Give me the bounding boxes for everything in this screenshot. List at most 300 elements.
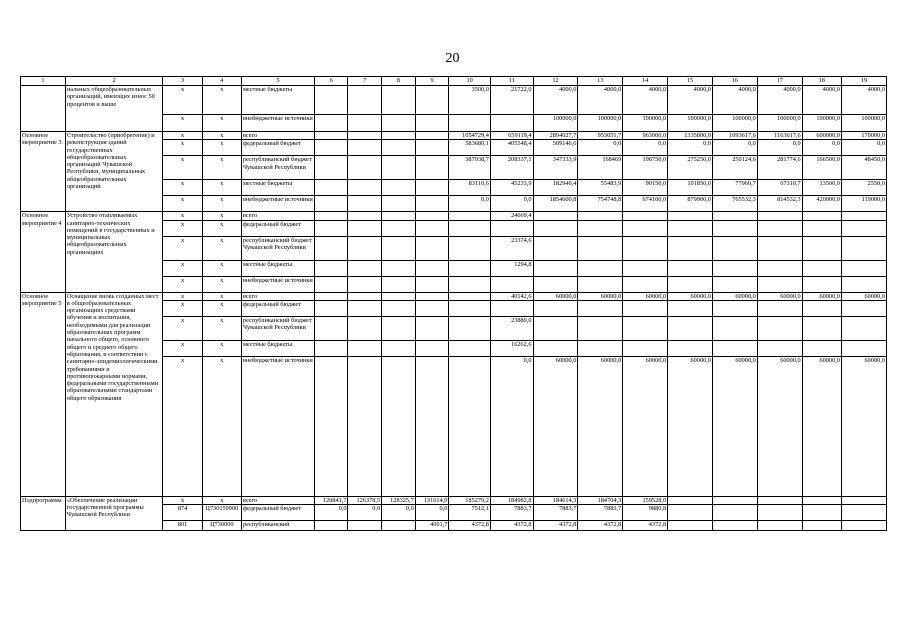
amount-cell bbox=[712, 505, 757, 521]
amount-cell bbox=[802, 340, 841, 356]
event-description-cell: Оснащение вновь созданных мест в общеобразовательных организациях средствами обучения и воспитания, необходимыми для реализации образовательных программ начального общего, основного общего и среднего общего образования, в соответствии с санитарно-эпидемиологическими требованиями и противопожарными нормами, федеральными государственными образовательными стандартами общего образования bbox=[65, 292, 163, 496]
amount-cell bbox=[623, 260, 668, 276]
amount-cell bbox=[841, 236, 886, 260]
amount-cell bbox=[623, 300, 668, 316]
code-cell: x bbox=[202, 496, 241, 504]
amount-cell: 60000,0 bbox=[578, 292, 623, 300]
column-number-header: 18 bbox=[802, 77, 841, 86]
amount-cell bbox=[712, 521, 757, 531]
amount-cell: 60000,0 bbox=[712, 356, 757, 496]
amount-cell: 9880,8 bbox=[623, 505, 668, 521]
amount-cell bbox=[382, 156, 416, 180]
amount-cell bbox=[802, 212, 841, 220]
amount-cell: 4000,0 bbox=[841, 86, 886, 115]
amount-cell bbox=[757, 236, 802, 260]
amount-cell: 1854600,8 bbox=[533, 196, 578, 212]
column-number-header: 15 bbox=[668, 77, 713, 86]
amount-cell: 60000,0 bbox=[841, 356, 886, 496]
amount-cell: 420000,0 bbox=[802, 196, 841, 212]
amount-cell: 4000,0 bbox=[623, 86, 668, 115]
amount-cell bbox=[757, 496, 802, 504]
amount-cell: 4000,0 bbox=[533, 86, 578, 115]
amount-cell bbox=[668, 496, 713, 504]
amount-cell bbox=[757, 212, 802, 220]
funding-source-cell: республиканский bbox=[241, 521, 314, 531]
amount-cell bbox=[802, 236, 841, 260]
amount-cell bbox=[623, 316, 668, 340]
amount-cell: 1335800,0 bbox=[668, 132, 713, 140]
amount-cell: 119000,0 bbox=[841, 196, 886, 212]
code-cell: x bbox=[202, 180, 241, 196]
amount-cell bbox=[348, 316, 382, 340]
amount-cell bbox=[712, 276, 757, 292]
amount-cell bbox=[348, 180, 382, 196]
column-number-header: 19 bbox=[841, 77, 886, 86]
amount-cell: 101850,0 bbox=[668, 180, 713, 196]
amount-cell bbox=[841, 212, 886, 220]
funding-source-cell: федеральный бюджет bbox=[241, 505, 314, 521]
amount-cell: 659119,4 bbox=[490, 132, 533, 140]
amount-cell bbox=[757, 340, 802, 356]
amount-cell: 166500,0 bbox=[802, 156, 841, 180]
code-cell: x bbox=[163, 496, 202, 504]
code-cell: x bbox=[202, 132, 241, 140]
amount-cell: 275250,0 bbox=[668, 156, 713, 180]
amount-cell bbox=[578, 212, 623, 220]
column-number-header: 8 bbox=[382, 77, 416, 86]
amount-cell bbox=[415, 196, 449, 212]
amount-cell bbox=[415, 220, 449, 236]
amount-cell: 0,0 bbox=[415, 505, 449, 521]
code-cell: x bbox=[163, 156, 202, 180]
amount-cell: 60000,0 bbox=[668, 356, 713, 496]
amount-cell bbox=[348, 292, 382, 300]
amount-cell: 100000,0 bbox=[802, 115, 841, 132]
code-cell: x bbox=[202, 140, 241, 156]
column-number-header: 6 bbox=[314, 77, 348, 86]
amount-cell bbox=[314, 196, 348, 212]
amount-cell bbox=[802, 316, 841, 340]
amount-cell: 16262,6 bbox=[490, 340, 533, 356]
amount-cell: 347333,9 bbox=[533, 156, 578, 180]
amount-cell bbox=[490, 276, 533, 292]
amount-cell bbox=[415, 86, 449, 115]
amount-cell: 0,0 bbox=[449, 196, 491, 212]
amount-cell: 0,0 bbox=[841, 140, 886, 156]
code-cell: x bbox=[163, 196, 202, 212]
amount-cell: 1294,8 bbox=[490, 260, 533, 276]
amount-cell bbox=[314, 300, 348, 316]
funding-source-cell: местные бюджеты bbox=[241, 180, 314, 196]
amount-cell bbox=[668, 505, 713, 521]
amount-cell: 7883,7 bbox=[578, 505, 623, 521]
amount-cell bbox=[802, 496, 841, 504]
table-row bbox=[21, 292, 887, 300]
amount-cell bbox=[802, 505, 841, 521]
amount-cell bbox=[415, 212, 449, 220]
code-cell: x bbox=[202, 115, 241, 132]
code-cell: Ц730159900 bbox=[202, 505, 241, 521]
code-cell: Ц730000 bbox=[202, 521, 241, 531]
amount-cell: 0,0 bbox=[623, 140, 668, 156]
amount-cell bbox=[668, 521, 713, 531]
amount-cell: 3500,0 bbox=[449, 86, 491, 115]
amount-cell bbox=[712, 300, 757, 316]
column-number-header: 14 bbox=[623, 77, 668, 86]
amount-cell bbox=[668, 260, 713, 276]
amount-cell bbox=[757, 220, 802, 236]
funding-source-cell: всего bbox=[241, 496, 314, 504]
amount-cell bbox=[382, 292, 416, 300]
amount-cell: 24669,4 bbox=[490, 212, 533, 220]
amount-cell bbox=[802, 260, 841, 276]
funding-source-cell: федеральный бюджет bbox=[241, 300, 314, 316]
amount-cell bbox=[578, 340, 623, 356]
code-cell: x bbox=[202, 292, 241, 300]
amount-cell: 90150,0 bbox=[623, 180, 668, 196]
amount-cell: 583680,1 bbox=[449, 140, 491, 156]
amount-cell bbox=[382, 236, 416, 260]
amount-cell bbox=[578, 316, 623, 340]
amount-cell: 168469 bbox=[578, 156, 623, 180]
amount-cell bbox=[348, 140, 382, 156]
amount-cell: 45233,9 bbox=[490, 180, 533, 196]
amount-cell bbox=[712, 496, 757, 504]
amount-cell: 7883,7 bbox=[490, 505, 533, 521]
amount-cell bbox=[348, 260, 382, 276]
amount-cell bbox=[449, 356, 491, 496]
amount-cell bbox=[348, 156, 382, 180]
amount-cell bbox=[712, 212, 757, 220]
amount-cell bbox=[348, 212, 382, 220]
funding-source-cell: местные бюджеты bbox=[241, 86, 314, 115]
amount-cell bbox=[382, 220, 416, 236]
amount-cell: 674100,0 bbox=[623, 196, 668, 212]
funding-source-cell: федеральный бюджет bbox=[241, 140, 314, 156]
amount-cell bbox=[490, 300, 533, 316]
amount-cell: 4000,0 bbox=[578, 86, 623, 115]
amount-cell: 1054729,4 bbox=[449, 132, 491, 140]
amount-cell bbox=[449, 292, 491, 300]
amount-cell bbox=[802, 521, 841, 531]
amount-cell bbox=[415, 115, 449, 132]
code-cell: x bbox=[163, 300, 202, 316]
amount-cell: 13500,0 bbox=[802, 180, 841, 196]
amount-cell: 765532,3 bbox=[712, 196, 757, 212]
amount-cell: 0,0 bbox=[382, 505, 416, 521]
amount-cell: 879900,0 bbox=[668, 196, 713, 212]
amount-cell bbox=[415, 300, 449, 316]
amount-cell bbox=[348, 115, 382, 132]
amount-cell: 40142,6 bbox=[490, 292, 533, 300]
column-number-header: 1 bbox=[21, 77, 66, 86]
amount-cell bbox=[382, 260, 416, 276]
amount-cell bbox=[841, 505, 886, 521]
budget-table bbox=[20, 76, 887, 531]
code-cell: x bbox=[163, 276, 202, 292]
amount-cell: 60000,0 bbox=[802, 292, 841, 300]
amount-cell bbox=[415, 180, 449, 196]
code-cell: x bbox=[163, 260, 202, 276]
amount-cell bbox=[757, 300, 802, 316]
amount-cell: 21722,0 bbox=[490, 86, 533, 115]
funding-source-cell: федеральный бюджет bbox=[241, 220, 314, 236]
table-row bbox=[21, 86, 887, 115]
amount-cell: 48450,0 bbox=[841, 156, 886, 180]
amount-cell bbox=[415, 140, 449, 156]
amount-cell bbox=[668, 220, 713, 236]
code-cell: x bbox=[202, 260, 241, 276]
amount-cell bbox=[348, 300, 382, 316]
amount-cell bbox=[841, 260, 886, 276]
header-row bbox=[21, 77, 887, 86]
amount-cell bbox=[314, 521, 348, 531]
event-label-cell: Основное мероприятие 4 bbox=[21, 212, 66, 292]
amount-cell bbox=[415, 156, 449, 180]
code-cell: x bbox=[163, 132, 202, 140]
amount-cell: 83110,6 bbox=[449, 180, 491, 196]
code-cell: x bbox=[163, 115, 202, 132]
amount-cell: 159528,0 bbox=[623, 496, 668, 504]
code-cell: x bbox=[202, 276, 241, 292]
amount-cell bbox=[314, 316, 348, 340]
code-cell: x bbox=[202, 220, 241, 236]
funding-source-cell: внебюджетные источники bbox=[241, 196, 314, 212]
amount-cell: 100000,0 bbox=[841, 115, 886, 132]
amount-cell: 184704,3 bbox=[578, 496, 623, 504]
column-number-header: 10 bbox=[449, 77, 491, 86]
amount-cell bbox=[382, 300, 416, 316]
amount-cell bbox=[578, 300, 623, 316]
amount-cell bbox=[314, 340, 348, 356]
amount-cell: 60000,0 bbox=[757, 356, 802, 496]
amount-cell bbox=[757, 505, 802, 521]
column-number-header: 16 bbox=[712, 77, 757, 86]
amount-cell: 0,0 bbox=[490, 356, 533, 496]
amount-cell bbox=[841, 300, 886, 316]
column-number-header: 9 bbox=[415, 77, 449, 86]
amount-cell: 77960,7 bbox=[712, 180, 757, 196]
funding-source-cell: республиканский бюджет Чувашской Республики bbox=[241, 156, 314, 180]
amount-cell bbox=[415, 356, 449, 496]
amount-cell bbox=[382, 180, 416, 196]
event-label-cell: Основное мероприятие 3 bbox=[21, 132, 66, 212]
amount-cell bbox=[348, 220, 382, 236]
code-cell: x bbox=[202, 340, 241, 356]
funding-source-cell: всего bbox=[241, 212, 314, 220]
amount-cell: 60000,0 bbox=[668, 292, 713, 300]
amount-cell bbox=[382, 140, 416, 156]
amount-cell bbox=[578, 220, 623, 236]
amount-cell bbox=[841, 521, 886, 531]
amount-cell: 60000,0 bbox=[802, 356, 841, 496]
amount-cell: 0,0 bbox=[490, 196, 533, 212]
amount-cell bbox=[841, 340, 886, 356]
amount-cell bbox=[382, 316, 416, 340]
amount-cell: 60000,0 bbox=[578, 356, 623, 496]
code-cell: x bbox=[202, 316, 241, 340]
amount-cell: 814532,3 bbox=[757, 196, 802, 212]
amount-cell bbox=[382, 86, 416, 115]
amount-cell bbox=[802, 276, 841, 292]
amount-cell: 208337,1 bbox=[490, 156, 533, 180]
amount-cell bbox=[802, 220, 841, 236]
code-cell: x bbox=[163, 212, 202, 220]
amount-cell bbox=[348, 340, 382, 356]
amount-cell: 4001,7 bbox=[415, 521, 449, 531]
amount-cell: 4000,0 bbox=[668, 86, 713, 115]
amount-cell bbox=[668, 300, 713, 316]
amount-cell bbox=[712, 340, 757, 356]
amount-cell: 509146,6 bbox=[533, 140, 578, 156]
amount-cell: 4372,8 bbox=[623, 521, 668, 531]
amount-cell: 100000,0 bbox=[668, 115, 713, 132]
code-cell: x bbox=[202, 212, 241, 220]
amount-cell: 100000,0 bbox=[578, 115, 623, 132]
code-cell: x bbox=[163, 236, 202, 260]
amount-cell: 182946,4 bbox=[533, 180, 578, 196]
amount-cell bbox=[841, 276, 886, 292]
amount-cell: 185279,2 bbox=[449, 496, 491, 504]
table-row bbox=[21, 496, 887, 504]
column-number-header: 3 bbox=[163, 77, 202, 86]
code-cell: x bbox=[163, 292, 202, 300]
amount-cell bbox=[712, 260, 757, 276]
amount-cell bbox=[490, 115, 533, 132]
amount-cell: 754748,8 bbox=[578, 196, 623, 212]
funding-source-cell: республиканский бюджет Чувашской Республики bbox=[241, 236, 314, 260]
amount-cell bbox=[382, 356, 416, 496]
column-number-header: 7 bbox=[348, 77, 382, 86]
amount-cell: 4372,8 bbox=[449, 521, 491, 531]
amount-cell: 0,0 bbox=[802, 140, 841, 156]
code-cell: x bbox=[163, 316, 202, 340]
amount-cell: 120841,7 bbox=[314, 496, 348, 504]
amount-cell bbox=[314, 220, 348, 236]
amount-cell bbox=[348, 196, 382, 212]
column-number-header: 4 bbox=[202, 77, 241, 86]
code-cell: x bbox=[202, 156, 241, 180]
amount-cell bbox=[348, 356, 382, 496]
amount-cell bbox=[578, 260, 623, 276]
amount-cell: 128325,7 bbox=[382, 496, 416, 504]
amount-cell: 23880,0 bbox=[490, 316, 533, 340]
column-number-header: 5 bbox=[241, 77, 314, 86]
code-cell: x bbox=[202, 86, 241, 115]
amount-cell bbox=[533, 220, 578, 236]
amount-cell: 2894027,7 bbox=[533, 132, 578, 140]
code-cell: x bbox=[163, 86, 202, 115]
amount-cell bbox=[314, 140, 348, 156]
amount-cell bbox=[382, 276, 416, 292]
code-cell: 874 bbox=[163, 505, 202, 521]
table-row bbox=[21, 132, 887, 140]
amount-cell bbox=[348, 86, 382, 115]
amount-cell bbox=[757, 260, 802, 276]
column-number-header: 2 bbox=[65, 77, 163, 86]
amount-cell bbox=[533, 260, 578, 276]
event-label-cell bbox=[21, 86, 66, 132]
amount-cell bbox=[382, 340, 416, 356]
amount-cell bbox=[490, 220, 533, 236]
amount-cell: 55483,9 bbox=[578, 180, 623, 196]
amount-cell bbox=[314, 236, 348, 260]
amount-cell bbox=[623, 236, 668, 260]
code-cell: x bbox=[163, 356, 202, 496]
amount-cell: 131614,9 bbox=[415, 496, 449, 504]
amount-cell: 4372,8 bbox=[533, 521, 578, 531]
amount-cell: 126378,5 bbox=[348, 496, 382, 504]
amount-cell bbox=[348, 236, 382, 260]
amount-cell bbox=[314, 115, 348, 132]
amount-cell bbox=[314, 356, 348, 496]
amount-cell bbox=[348, 132, 382, 140]
amount-cell bbox=[382, 212, 416, 220]
amount-cell bbox=[449, 212, 491, 220]
code-cell: x bbox=[202, 356, 241, 496]
amount-cell: 4000,0 bbox=[802, 86, 841, 115]
amount-cell bbox=[533, 276, 578, 292]
amount-cell: 60000,0 bbox=[712, 292, 757, 300]
amount-cell bbox=[533, 300, 578, 316]
amount-cell: 184614,3 bbox=[533, 496, 578, 504]
amount-cell bbox=[314, 212, 348, 220]
amount-cell: 281774,6 bbox=[757, 156, 802, 180]
amount-cell: 60000,0 bbox=[757, 292, 802, 300]
amount-cell bbox=[668, 212, 713, 220]
amount-cell bbox=[623, 276, 668, 292]
amount-cell bbox=[382, 196, 416, 212]
amount-cell bbox=[841, 316, 886, 340]
amount-cell bbox=[348, 521, 382, 531]
amount-cell bbox=[449, 260, 491, 276]
amount-cell bbox=[578, 236, 623, 260]
event-description-cell: нальных общеобразовательных организаций, имеющих износ 50 процентов и выше bbox=[65, 86, 163, 132]
column-number-header: 13 bbox=[578, 77, 623, 86]
amount-cell bbox=[533, 236, 578, 260]
funding-source-cell: местные бюджеты bbox=[241, 260, 314, 276]
page-number: 20 bbox=[445, 51, 460, 66]
code-cell: x bbox=[163, 180, 202, 196]
amount-cell bbox=[668, 340, 713, 356]
amount-cell bbox=[712, 236, 757, 260]
table-row bbox=[21, 212, 887, 220]
amount-cell bbox=[449, 276, 491, 292]
amount-cell bbox=[314, 132, 348, 140]
code-cell: x bbox=[202, 236, 241, 260]
event-description-cell: Устройство отапливаемых санитарно-технических помещений в государственных и муниципальных общеобразовательных организациях bbox=[65, 212, 163, 292]
amount-cell bbox=[449, 220, 491, 236]
amount-cell: 600000,0 bbox=[802, 132, 841, 140]
funding-source-cell: внебюджетные источники bbox=[241, 115, 314, 132]
code-cell: x bbox=[163, 140, 202, 156]
amount-cell bbox=[314, 260, 348, 276]
amount-cell: 60000,0 bbox=[841, 292, 886, 300]
event-description-cell: Строительство (приобретение) и реконструкция зданий государственных общеобразовательных организаций Чувашской Республики, муниципальных общеобразовательных организаций bbox=[65, 132, 163, 212]
amount-cell bbox=[415, 292, 449, 300]
amount-cell: 23374,6 bbox=[490, 236, 533, 260]
column-number-header: 17 bbox=[757, 77, 802, 86]
amount-cell: 0,0 bbox=[348, 505, 382, 521]
column-number-header: 12 bbox=[533, 77, 578, 86]
amount-cell: 0,0 bbox=[757, 140, 802, 156]
amount-cell: 60000,0 bbox=[623, 292, 668, 300]
amount-cell: 963000,0 bbox=[623, 132, 668, 140]
funding-source-cell: республиканский бюджет Чувашской Республики bbox=[241, 316, 314, 340]
event-description-cell: «Обеспечение реализации государственной программы Чувашской Республики bbox=[65, 496, 163, 530]
amount-cell: 0,0 bbox=[712, 140, 757, 156]
code-cell: x bbox=[163, 220, 202, 236]
